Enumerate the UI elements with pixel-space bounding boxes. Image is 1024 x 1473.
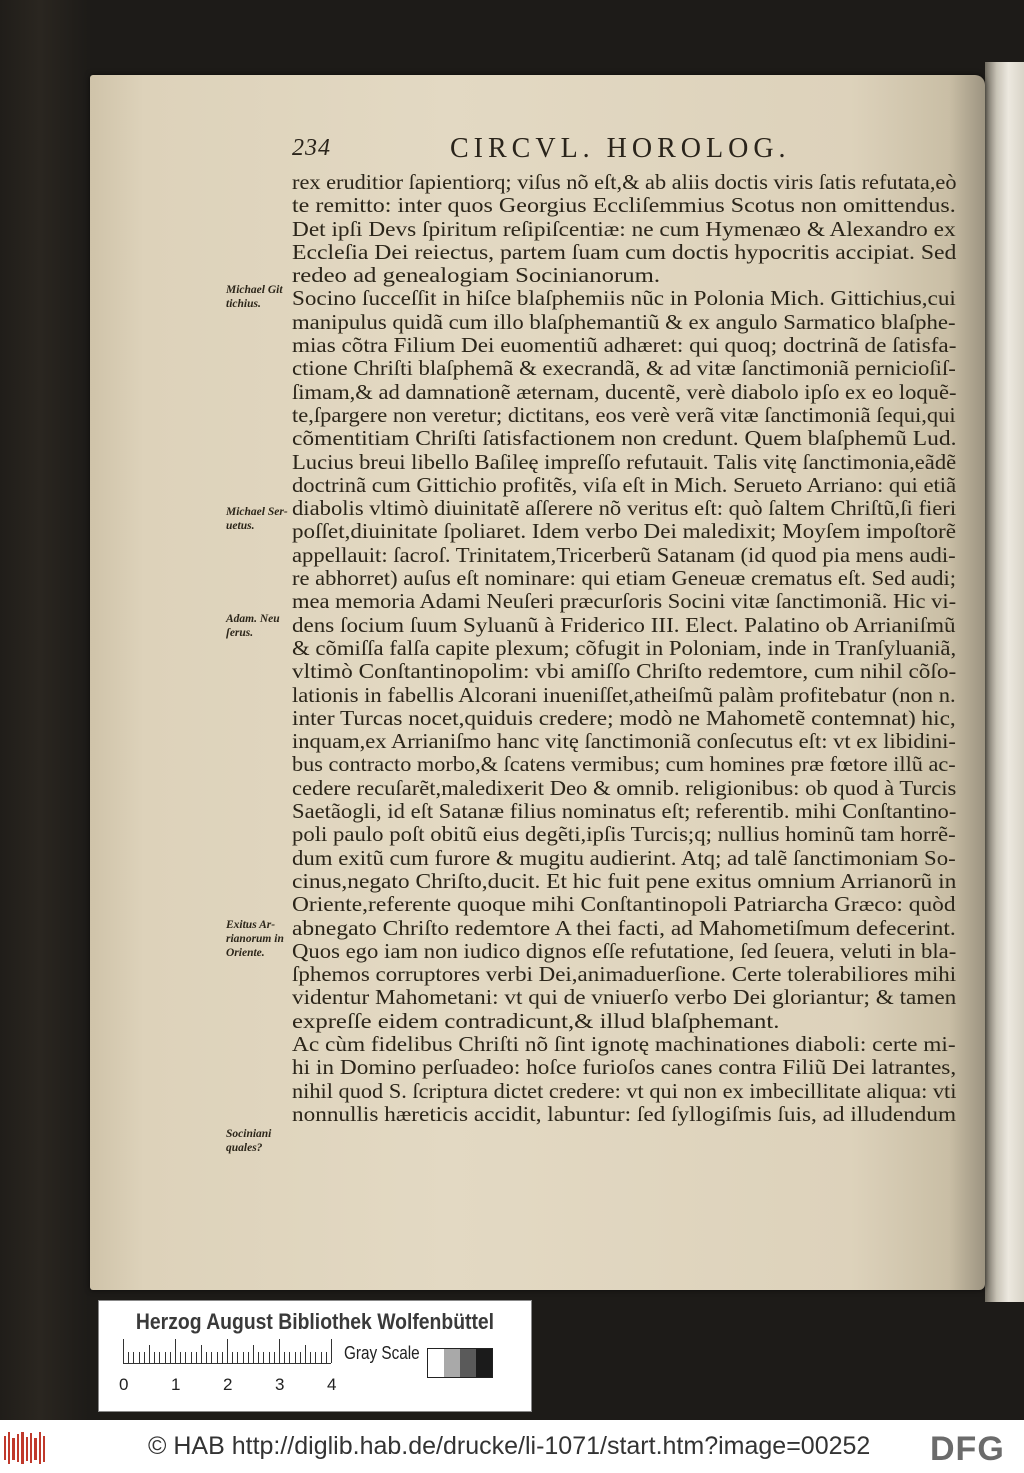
text-line: lationis in fabellis Alcorani inueniſſet,atheiſmũ palàm profitebatur (non n.	[292, 682, 956, 707]
dfg-logo: DFG	[930, 1430, 1005, 1468]
text-line: appellauit: ſacroſ. Trinitatem,Tricerberũ Satanam (id quod pia mens audi-	[292, 542, 956, 567]
margin-note-gittichius: Michael Git tichius.	[226, 284, 283, 310]
text-line: cinus,negato Chriſto,ducit. Et hic fuit pene exitus omnium Arrianorũ in	[292, 868, 957, 893]
ruler-tick	[159, 1352, 160, 1363]
text-line: vltimò Conſtantinopolim: vbi amiſſo Chriſto redemtore, cum nihil cõſo-	[292, 659, 957, 684]
text-line: videntur Mahometani: vt qui de vniuerſo verbo Dei gloriantur; & tamen	[292, 985, 957, 1010]
ruler-tick	[326, 1352, 327, 1363]
ruler-tick	[237, 1352, 238, 1363]
scale-number: 1	[171, 1375, 181, 1394]
gray-swatch	[444, 1349, 460, 1377]
ruler-tick	[139, 1352, 140, 1363]
ruler-tick	[123, 1339, 124, 1363]
ruler-tick	[211, 1352, 212, 1363]
running-title: CIRCVL. HOROLOG.	[450, 133, 791, 164]
ruler-tick	[165, 1352, 166, 1363]
ruler-tick	[258, 1352, 259, 1363]
ruler-tick	[149, 1345, 150, 1363]
ruler-tick	[191, 1352, 192, 1363]
text-line: Saetãogli, id eſt Satanæ filius nominatus eſt; referentib. mihi Conſtantino-	[292, 799, 957, 824]
text-line: hi in Domino perſuadeo: hoſce furioſos canes contra Filiũ Dei latrantes,	[292, 1055, 957, 1080]
scale-number: 0	[119, 1375, 129, 1394]
ruler-tick	[310, 1352, 311, 1363]
text-line: poſſet,diuinitate ſpoliaret. Idem verbo Dei maledixit; Moyſem impoſtorẽ	[292, 519, 956, 544]
ruler-tick	[274, 1352, 275, 1363]
copyright-url[interactable]: © HAB http://diglib.hab.de/drucke/li-1071/start.htm?image=00252	[148, 1432, 871, 1460]
ruler-tick	[321, 1352, 322, 1363]
margin-note-exitus: Exitus Ar- rianorum in Oriente.	[226, 919, 284, 959]
text-line: inquam,ex Arrianiſmo hanc vitę ſanctimoniã conſecutus eſt: vt ex libidini-	[292, 729, 956, 754]
body-text	[292, 171, 964, 1126]
ruler-tick	[185, 1352, 186, 1363]
text-line: te,ſpargere non veretur; dictitans, eos verè verã vitæ ſanctimoniã ſequi,qui	[292, 402, 956, 427]
folio-number: 234	[292, 135, 331, 161]
text-line: rex eruditior ſapientiorq; viſus nõ eſt,& ab aliis doctis viris ſatis refutata,eò	[292, 170, 957, 194]
ruler-tick	[269, 1352, 270, 1363]
text-line: ſimam,& ad damnationẽ æternam, ducentẽ, verè diabolo ipſo ex eo loquẽ-	[292, 379, 957, 404]
barcode-logo-icon	[4, 1432, 46, 1464]
ruler-tick	[154, 1352, 155, 1363]
text-line: inter Turcas nocet,quiduis credere; modò ne Mahometẽ contemnat) hic,	[292, 705, 956, 730]
text-line: Ac cùm fidelibus Chriſti nõ ſint ignotę machinationes diaboli: certe mi-	[292, 1031, 956, 1056]
text-line: nihil quod S. ſcriptura dictet credere: vt qui non ex imbecillitate aliqua: vti	[292, 1078, 957, 1103]
text-line: dum exitũ cum furore & mugitu audierint. Atq; ad talẽ ſanctimoniam So-	[292, 845, 956, 870]
ruler-tick	[133, 1352, 134, 1363]
text-line: Eccleſia Dei reiectus, partem ſuam cum doctis hypocritis accipiat. Sed	[292, 239, 957, 264]
footer-bar	[0, 1420, 1024, 1473]
gray-swatch	[460, 1349, 476, 1377]
text-line: redeo ad genealogiam Socinianorum.	[292, 263, 661, 288]
text-line: Lucius breui libello Baſileę impreſſo refutauit. Talis vitę ſanctimonia,eãdẽ	[292, 449, 957, 474]
text-line: expreſſe eidem contradicunt,& illud blaſphemant.	[292, 1008, 780, 1033]
text-line: Det ipſi Devs ſpiritum reſipiſcentiæ: ne cum Hymenæo & Alexandro ex	[292, 216, 956, 241]
ruler-tick	[263, 1352, 264, 1363]
text-line: manipulus quidã cum illo blaſphemantiũ & ex angulo Sarmatico blaſphe-	[292, 309, 956, 334]
ruler-tick	[243, 1352, 244, 1363]
ruler-tick	[196, 1352, 197, 1363]
text-line: abnegato Chriſto redemtore A thei facti, ad Mahometiſmum defecerint.	[292, 915, 956, 940]
ruler-tick	[222, 1352, 223, 1363]
text-line: cedere recuſarẽt,maledixerit Deo & omnib. religionibus: ob quod à Turcis	[292, 775, 957, 800]
ruler-tick	[305, 1345, 306, 1363]
ruler-tick	[144, 1352, 145, 1363]
text-line: mea memoria Adami Neuſeri præcurſoris Socini vitæ ſanctimoniã. Hic vi-	[292, 589, 957, 614]
gray-swatch	[428, 1349, 444, 1377]
text-line: diabolis vltimò diuinitatẽ aſſerere nõ veritus eſt: quò ſaltem Chriſtũ,ſi fieri	[292, 496, 957, 521]
gray-scale-label: Gray Scale	[344, 1343, 420, 1363]
ruler-scale	[123, 1363, 331, 1364]
scale-number: 2	[223, 1375, 233, 1394]
library-name: Herzog August Bibliothek Wolfenbüttel	[135, 1309, 495, 1334]
margin-note-servetus: Michael Ser- uetus.	[226, 506, 288, 532]
ruler-tick	[289, 1352, 290, 1363]
text-line: Oriente,referente quoque mihi Conſtantinopoli Patriarcha Græco: quòd	[292, 892, 956, 917]
ruler-tick	[295, 1352, 296, 1363]
text-line: poli paulo poſt obitũ eius degẽti,ipſis Turcis;q; nullius hominũ tam horrẽ-	[292, 822, 956, 847]
scale-number: 3	[275, 1375, 285, 1394]
text-line: Quos ego iam non iudico dignos eſſe refutatione, ſed ſeuera, veluti in bla-	[292, 938, 957, 963]
ruler-tick	[232, 1352, 233, 1363]
text-line: Socino ſucceſſit in hiſce blaſphemiis nũc in Polonia Mich. Gittichius,cui	[292, 286, 956, 311]
text-line: bus contracto morbo,& ſcatens vermibus; cum homines præ fœtore illũ ac-	[292, 752, 956, 777]
page-header	[292, 133, 972, 167]
ruler-tick	[170, 1352, 171, 1363]
ruler-tick	[180, 1352, 181, 1363]
gray-swatches	[427, 1348, 493, 1378]
ruler-tick	[206, 1352, 207, 1363]
ruler-tick	[300, 1352, 301, 1363]
ruler-tick	[227, 1339, 228, 1363]
ruler-tick	[217, 1352, 218, 1363]
ruler-tick	[279, 1339, 280, 1363]
ruler-tick	[175, 1339, 176, 1363]
text-line: te remitto: inter quos Georgius Eccliſemmius Scotus non omittendus.	[292, 193, 956, 218]
text-line: ctione Chriſti blaſphemã & execrandã, & ad vitæ ſanctimoniã pernicioſiſ-	[292, 356, 956, 381]
ruler-tick	[128, 1352, 129, 1363]
text-line: nonnullis hæreticis accidit, labuntur: ſed ſyllogiſmis ſuis, ad illudendum	[292, 1101, 957, 1126]
ruler-tick	[248, 1352, 249, 1363]
margin-note-sociniani: Sociniani quales?	[226, 1128, 272, 1154]
gray-swatch	[476, 1349, 492, 1377]
text-line: & cõmiſſa falſa capite plexum; cõfugit in Poloniam, inde in Tranſyluaniã,	[292, 635, 957, 660]
text-line: mias cõtra Filium Dei euomentiũ adhæret: qui quoq; doctrinã de ſatisfa-	[292, 333, 957, 358]
ruler-tick	[284, 1352, 285, 1363]
color-ruler-card	[98, 1300, 532, 1412]
text-line: doctrinã cum Gittichio profitẽs, viſa eſt in Mich. Serueto Arriano: qui etiã	[292, 472, 957, 497]
ruler-tick	[331, 1339, 332, 1363]
margin-note-neuser: Adam. Neu ſerus.	[226, 613, 280, 639]
ruler-tick	[253, 1345, 254, 1363]
text-line: dens ſocium ſuum Syluanũ à Friderico III. Elect. Palatino ob Arrianiſmũ	[292, 612, 956, 637]
text-line: ſphemos corruptores verbi Dei,animaduerſione. Certe tolerabiliores mihi	[292, 962, 957, 987]
text-line: re abhorret) auſus eſt nominare: qui etiam Geneuæ crematus eſt. Sed audi;	[292, 566, 957, 591]
ruler-tick	[201, 1345, 202, 1363]
text-line: cõmentitiam Chriſti ſatisfactionem non credunt. Quem blaſphemũ Lud.	[292, 426, 957, 451]
scale-number: 4	[327, 1375, 337, 1394]
ruler-tick	[315, 1352, 316, 1363]
